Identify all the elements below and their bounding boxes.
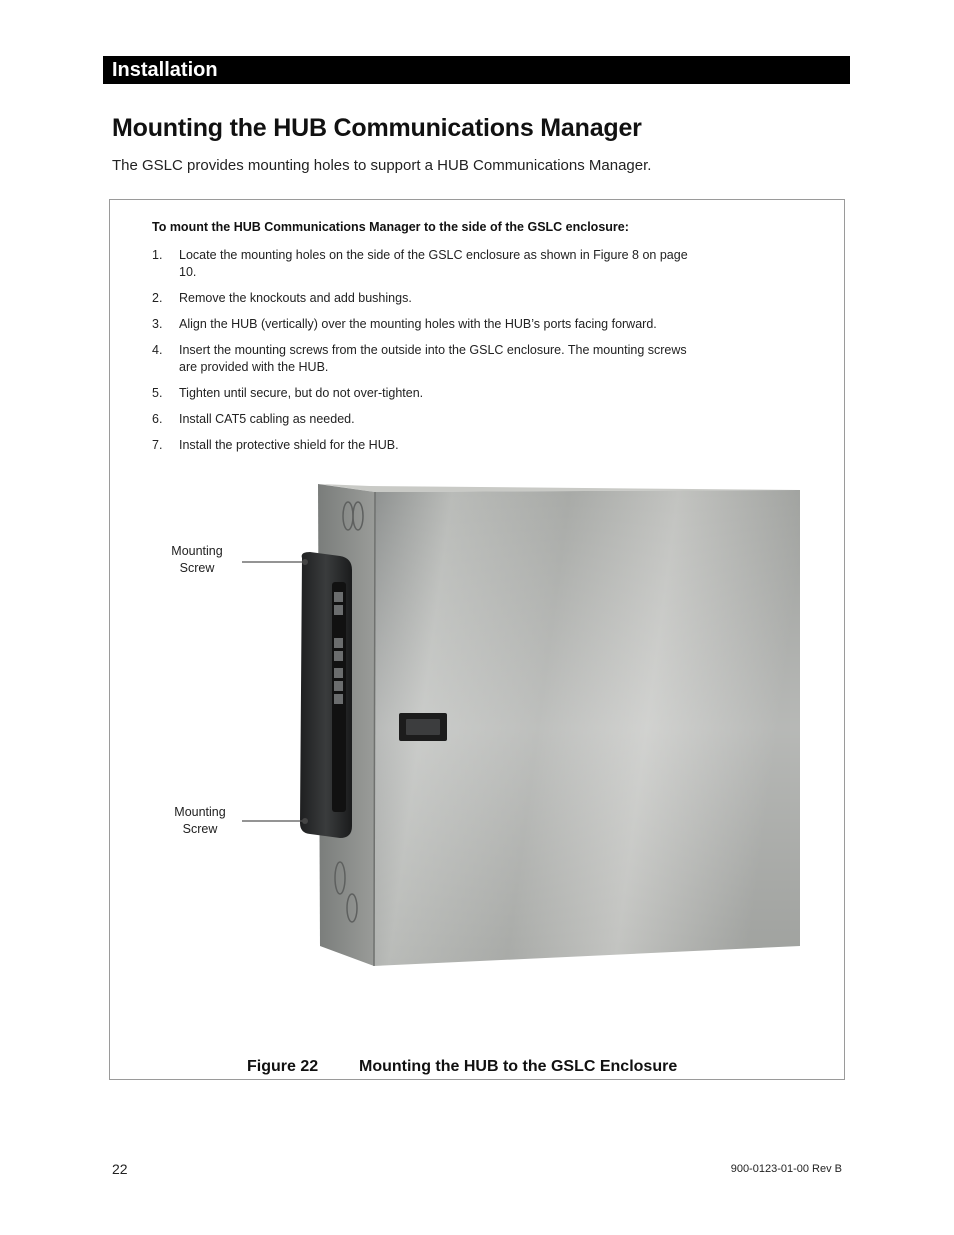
figure-label: Figure 22 [247,1058,319,1075]
callout-line: Mounting [174,805,226,819]
page-title: Mounting the HUB Communications Manager [112,114,642,142]
callout-line: Screw [179,561,215,575]
callout-mounting-screw-bottom [155,804,245,838]
procedure-steps [152,247,692,463]
procedure-step [152,437,692,454]
step-text: Install CAT5 cabling as needed. [179,412,355,426]
step-number: 6. [152,412,163,426]
figure-caption-text: Mounting the HUB to the GSLC Enclosure [359,1058,678,1075]
hub-port [334,638,343,648]
procedure-step [152,316,692,333]
step-text: Insert the mounting screws from the outside into the GSLC enclosure. The mounting screws are provided with the HUB. [179,343,687,374]
procedure-heading: To mount the HUB Communications Manager to the side of the GSLC enclosure: [152,220,629,234]
step-text: Tighten until secure, but do not over-tighten. [179,386,424,400]
step-text: Locate the mounting holes on the side of the GSLC enclosure as shown in Figure 8 on page 10. [179,248,688,279]
enclosure-photo [240,478,810,978]
hub-port [334,592,343,602]
hub-port [334,605,343,615]
step-text: Align the HUB (vertically) over the mounting holes with the HUB’s ports facing forward. [179,317,657,331]
step-text: Install the protective shield for the HUB. [179,438,399,452]
step-number: 3. [152,317,163,331]
callout-mounting-screw-top [152,543,242,577]
hub-port [334,651,343,661]
section-title: Installation [112,59,218,81]
step-text: Remove the knockouts and add bushings. [179,291,412,305]
step-number: 2. [152,291,163,305]
step-number: 1. [152,248,163,262]
section-header-bar [103,56,850,84]
page-number: 22 [112,1161,128,1177]
intro-paragraph: The GSLC provides mounting holes to support a HUB Communications Manager. [112,157,652,174]
figure-caption [247,1058,677,1076]
callout-line: Mounting [171,544,223,558]
hub-port [334,668,343,678]
callout-line: Screw [182,822,218,836]
step-number: 7. [152,438,163,452]
procedure-step [152,342,692,376]
procedure-step [152,385,692,402]
procedure-step [152,411,692,428]
step-number: 4. [152,343,163,357]
document-id: 900-0123-01-00 Rev B [730,1163,842,1175]
procedure-step [152,290,692,307]
hub-port [334,694,343,704]
hub-port [334,681,343,691]
step-number: 5. [152,386,163,400]
procedure-step [152,247,692,281]
